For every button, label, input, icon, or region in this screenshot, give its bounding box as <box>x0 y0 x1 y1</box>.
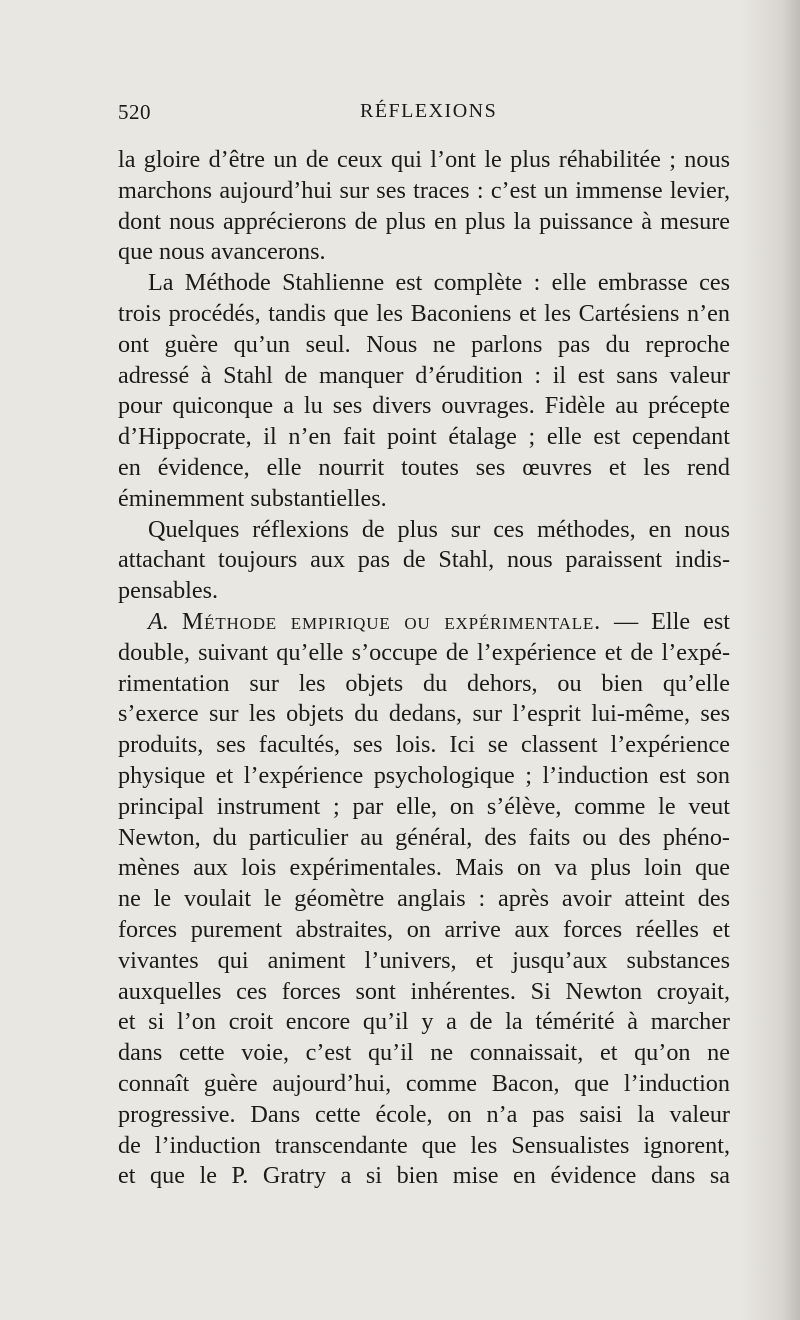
section-a-heading-line <box>118 607 730 638</box>
page-edge-shadow <box>740 0 800 1320</box>
text-line: Quelques réflexions de plus sur ces méthodes, en nous <box>148 515 730 543</box>
text-line: progressive. Dans cette école, on n’a pas saisi la valeur <box>118 1100 730 1128</box>
text-line: auxquelles ces forces sont inhérentes. Si Newton croyait, <box>118 977 730 1005</box>
text-line: principal instrument ; par elle, on s’élève, comme le veut <box>118 792 730 820</box>
text-line: dont nous apprécierons de plus en plus la puissance à mesure <box>118 207 730 235</box>
text-line: et que le P. Gratry a si bien mise en évidence dans sa <box>118 1162 730 1190</box>
section-letter: A. <box>148 607 169 635</box>
running-title: RÉFLEXIONS <box>360 100 498 122</box>
text-line: la gloire d’être un de ceux qui l’ont le plus réhabilitée ; nous <box>118 146 730 173</box>
text-line: pour quiconque a lu ses divers ouvrages. Fidèle au précepte <box>118 392 730 420</box>
text-line: connaît guère aujourd’hui, comme Bacon, que l’induction <box>118 1069 730 1097</box>
text-line: d’Hippocrate, il n’en fait point étalage ; elle est cependant <box>118 423 730 451</box>
text-line: en évidence, elle nourrit toutes ses œuvres et les rend <box>118 453 730 481</box>
text-line: dans cette voie, c’est qu’il ne connaissait, et qu’on ne <box>118 1039 730 1067</box>
text-line: pensables. <box>118 577 219 605</box>
text-line: Newton, du particulier au général, des faits ou des phéno- <box>118 823 730 851</box>
text-line: vivantes qui animent l’univers, et jusqu’aux substances <box>118 946 730 974</box>
page-header <box>118 100 738 134</box>
text-line: s’exerce sur les objets du dedans, sur l’esprit lui-même, ses <box>118 700 730 728</box>
text-line: attachant toujours aux pas de Stahl, nous paraissent indis- <box>118 546 730 574</box>
text-line: éminemment substantielles. <box>118 484 387 512</box>
text-line: forces purement abstraites, on arrive aux forces réelles et <box>118 915 730 943</box>
text-line: que nous avancerons. <box>118 238 326 266</box>
text-line: trois procédés, tandis que les Baconiens et les Cartésiens n’en <box>118 299 730 327</box>
section-heading-rest: — Elle est <box>600 607 730 635</box>
text-line: rimentation sur les objets du dehors, ou bien qu’elle <box>118 669 730 697</box>
text-line: de l’induction transcendante que les Sensualistes ignorent, <box>118 1131 730 1159</box>
text-line: physique et l’expérience psychologique ; l’induction est son <box>118 761 730 789</box>
text-line: adressé à Stahl de manquer d’érudition : il est sans valeur <box>118 361 730 389</box>
section-heading: Méthode empirique ou expérimentale. <box>181 607 601 635</box>
text-line: La Méthode Stahlienne est complète : elle embrasse ces <box>148 269 730 297</box>
text-line: marchons aujourd’hui sur ses traces : c’est un immense levier, <box>118 176 730 204</box>
text-line: ont guère qu’un seul. Nous ne parlons pas du reproche <box>118 330 730 358</box>
text-line: mènes aux lois expérimentales. Mais on va plus loin que <box>118 854 730 882</box>
page-number: 520 <box>118 100 151 124</box>
body-text <box>118 145 730 1192</box>
text-line: ne le voulait le géomètre anglais : après avoir atteint des <box>118 885 730 913</box>
text-line: double, suivant qu’elle s’occupe de l’expérience et de l’expé- <box>118 638 730 666</box>
text-line: et si l’on croit encore qu’il y a de la témérité à marcher <box>118 1008 730 1036</box>
text-line: produits, ses facultés, ses lois. Ici se classent l’expérience <box>118 731 730 759</box>
